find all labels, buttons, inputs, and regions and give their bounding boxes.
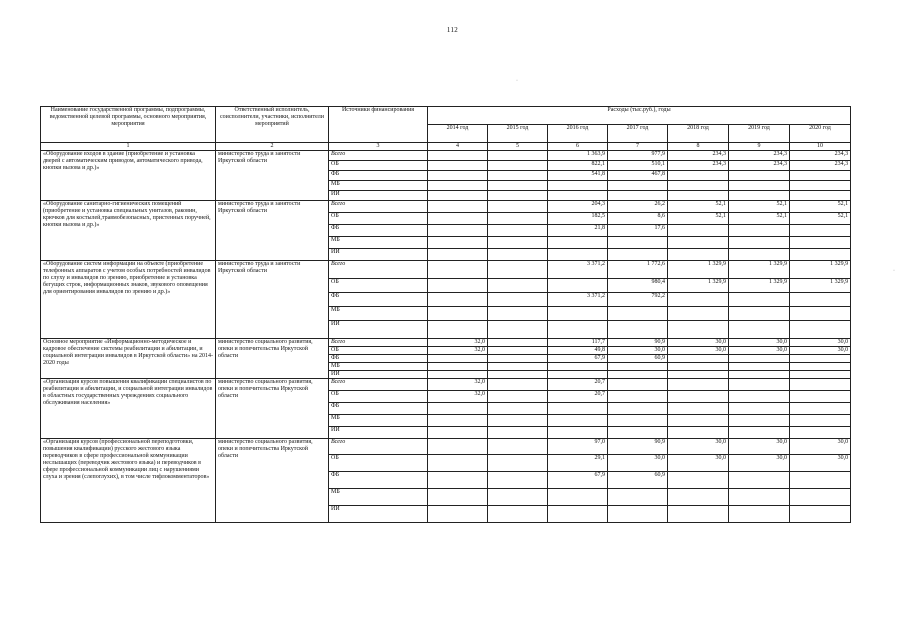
amount-cell <box>488 472 548 489</box>
amount-cell <box>790 489 851 506</box>
amount-cell <box>488 279 548 293</box>
amount-cell <box>548 427 608 439</box>
column-number: 6 <box>548 143 608 151</box>
amount-cell <box>668 321 729 339</box>
amount-cell <box>488 427 548 439</box>
amount-cell <box>608 237 668 249</box>
amount-cell <box>428 151 488 161</box>
amount-cell: 30,0 <box>729 347 790 355</box>
amount-cell <box>790 321 851 339</box>
amount-cell <box>790 355 851 363</box>
amount-cell: 67,9 <box>548 472 608 489</box>
financing-table <box>40 106 851 523</box>
amount-cell <box>488 191 548 201</box>
amount-cell: 30,0 <box>790 339 851 347</box>
funding-source: ИИ <box>329 427 428 439</box>
header-expenses: Расходы (тыс.руб.), годы <box>428 107 851 125</box>
amount-cell: 32,0 <box>428 347 488 355</box>
amount-cell <box>608 181 668 191</box>
funding-source: МБ <box>329 181 428 191</box>
amount-cell <box>488 307 548 321</box>
amount-cell: 60,9 <box>608 472 668 489</box>
amount-cell <box>790 379 851 391</box>
amount-cell <box>790 371 851 379</box>
amount-cell: 30,0 <box>608 455 668 472</box>
funding-source: ИИ <box>329 191 428 201</box>
amount-cell <box>428 293 488 307</box>
header-year: 2015 год <box>488 125 548 143</box>
amount-cell <box>608 427 668 439</box>
amount-cell <box>488 321 548 339</box>
amount-cell: 234,3 <box>790 161 851 171</box>
amount-cell <box>548 307 608 321</box>
amount-cell <box>790 191 851 201</box>
amount-cell <box>488 213 548 225</box>
amount-cell <box>548 363 608 371</box>
amount-cell: 30,0 <box>668 439 729 455</box>
amount-cell <box>608 191 668 201</box>
amount-cell: 117,7 <box>548 339 608 347</box>
amount-cell <box>488 161 548 171</box>
funding-source: МБ <box>329 489 428 506</box>
amount-cell <box>488 237 548 249</box>
amount-cell: 234,3 <box>729 161 790 171</box>
amount-cell <box>548 321 608 339</box>
amount-cell: 1 329,9 <box>790 279 851 293</box>
amount-cell: 467,8 <box>608 171 668 181</box>
funding-source: ОБ <box>329 347 428 355</box>
amount-cell: 234,3 <box>729 151 790 161</box>
funding-source: ИИ <box>329 321 428 339</box>
responsible-executor: министерство социального развития, опеки и попечительства Иркутской области <box>216 339 329 379</box>
amount-cell <box>428 355 488 363</box>
header-funding-source: Источники финансирования <box>329 107 428 143</box>
amount-cell <box>488 506 548 523</box>
amount-cell <box>548 403 608 415</box>
amount-cell <box>729 363 790 371</box>
amount-cell <box>608 249 668 261</box>
funding-source: ФБ <box>329 403 428 415</box>
amount-cell <box>608 307 668 321</box>
amount-cell: 30,0 <box>668 347 729 355</box>
header-responsible: Ответственный исполнитель, соисполнители, участники, исполнители мероприятий <box>216 107 329 143</box>
amount-cell <box>428 161 488 171</box>
amount-cell <box>790 181 851 191</box>
funding-source: ФБ <box>329 472 428 489</box>
funding-source: ИИ <box>329 371 428 379</box>
amount-cell <box>548 191 608 201</box>
amount-cell <box>790 171 851 181</box>
amount-cell: 52,1 <box>668 213 729 225</box>
amount-cell: 20,7 <box>548 391 608 403</box>
amount-cell <box>729 225 790 237</box>
amount-cell: 234,3 <box>668 161 729 171</box>
amount-cell: 182,5 <box>548 213 608 225</box>
amount-cell <box>428 261 488 279</box>
amount-cell <box>729 321 790 339</box>
amount-cell: 30,0 <box>790 439 851 455</box>
amount-cell: 1 329,9 <box>729 279 790 293</box>
amount-cell <box>729 249 790 261</box>
funding-source: Всего <box>329 201 428 213</box>
funding-source: МБ <box>329 307 428 321</box>
funding-source: ОБ <box>329 391 428 403</box>
amount-cell: 67,9 <box>548 355 608 363</box>
amount-cell <box>608 489 668 506</box>
column-number: 9 <box>729 143 790 151</box>
amount-cell <box>428 363 488 371</box>
amount-cell: 1 363,9 <box>548 151 608 161</box>
column-number: 10 <box>790 143 851 151</box>
amount-cell <box>668 472 729 489</box>
amount-cell <box>488 371 548 379</box>
amount-cell <box>608 379 668 391</box>
header-year: 2017 год <box>608 125 668 143</box>
funding-source: ОБ <box>329 161 428 171</box>
funding-source: ФБ <box>329 171 428 181</box>
funding-source: ИИ <box>329 506 428 523</box>
amount-cell <box>668 237 729 249</box>
table-row <box>41 151 851 161</box>
responsible-executor: министерство социального развития, опеки и попечительства Иркутской области <box>216 379 329 439</box>
header-program-name: Наименование государственной программы, подпрограммы, ведомственной целевой программы, основного мероприятия, мероприятия <box>41 107 216 143</box>
column-number: 4 <box>428 143 488 151</box>
amount-cell <box>790 391 851 403</box>
amount-cell <box>729 355 790 363</box>
measure-name: «Организация курсов повышения квалификации специалистов по реабилитации и абилитации, и социальной интеграции инвалидов в областных государственных учреждениях социального обслуживания населения» <box>41 379 216 439</box>
amount-cell: 60,9 <box>608 355 668 363</box>
amount-cell <box>488 489 548 506</box>
amount-cell <box>428 489 488 506</box>
amount-cell <box>608 403 668 415</box>
amount-cell: 1 329,9 <box>668 279 729 293</box>
amount-cell <box>428 307 488 321</box>
amount-cell <box>428 181 488 191</box>
scan-speck: · <box>516 78 518 84</box>
column-number: 1 <box>41 143 216 151</box>
amount-cell <box>729 307 790 321</box>
amount-cell <box>488 201 548 213</box>
amount-cell <box>548 371 608 379</box>
header-year: 2016 год <box>548 125 608 143</box>
amount-cell <box>729 379 790 391</box>
amount-cell <box>488 261 548 279</box>
amount-cell <box>668 403 729 415</box>
amount-cell: 52,1 <box>729 201 790 213</box>
amount-cell <box>488 225 548 237</box>
amount-cell <box>668 371 729 379</box>
amount-cell: 3 371,2 <box>548 293 608 307</box>
amount-cell <box>488 363 548 371</box>
amount-cell: 1 329,9 <box>668 261 729 279</box>
amount-cell <box>428 225 488 237</box>
amount-cell <box>790 403 851 415</box>
page-number: 112 <box>446 26 459 34</box>
amount-cell: 17,6 <box>608 225 668 237</box>
amount-cell <box>488 403 548 415</box>
scan-speck: · <box>893 268 895 274</box>
amount-cell <box>790 249 851 261</box>
amount-cell <box>668 355 729 363</box>
amount-cell <box>668 415 729 427</box>
amount-cell <box>608 506 668 523</box>
amount-cell: 822,1 <box>548 161 608 171</box>
funding-source: ОБ <box>329 213 428 225</box>
amount-cell <box>548 237 608 249</box>
amount-cell: 30,0 <box>668 339 729 347</box>
table-row <box>41 379 851 391</box>
table-row <box>41 339 851 347</box>
amount-cell <box>668 181 729 191</box>
responsible-executor: министерство социального развития, опеки и попечительства Иркутской области <box>216 439 329 523</box>
amount-cell: 49,8 <box>548 347 608 355</box>
measure-name: «Организация курсов (профессиональной переподготовки, повышения квалификации) русского жестового языка переводчиков в сфере профессиональной коммуникации неслышащих (переводчик жестового языка) и переводчиков в сфере профессиональной коммуникации лиц с нарушениями слуха и зрения (слепоглухих), в том числе тифлокомментаторов» <box>41 439 216 523</box>
amount-cell: 1 329,9 <box>729 261 790 279</box>
funding-source: Всего <box>329 439 428 455</box>
amount-cell <box>729 427 790 439</box>
amount-cell <box>668 249 729 261</box>
funding-source: МБ <box>329 363 428 371</box>
amount-cell <box>729 293 790 307</box>
amount-cell <box>668 363 729 371</box>
amount-cell: 20,7 <box>548 379 608 391</box>
table-row <box>41 439 851 455</box>
amount-cell: 30,0 <box>729 455 790 472</box>
amount-cell: 52,1 <box>790 201 851 213</box>
funding-source: ФБ <box>329 355 428 363</box>
table-row <box>41 261 851 279</box>
amount-cell <box>428 249 488 261</box>
amount-cell: 1 329,9 <box>790 261 851 279</box>
amount-cell: 90,9 <box>608 439 668 455</box>
amount-cell <box>790 415 851 427</box>
amount-cell: 52,1 <box>668 201 729 213</box>
amount-cell <box>790 225 851 237</box>
header-year: 2018 год <box>668 125 729 143</box>
amount-cell: 234,3 <box>668 151 729 161</box>
amount-cell <box>488 347 548 355</box>
amount-cell <box>428 403 488 415</box>
column-number: 3 <box>329 143 428 151</box>
amount-cell: 510,1 <box>608 161 668 171</box>
amount-cell <box>488 379 548 391</box>
column-number: 5 <box>488 143 548 151</box>
amount-cell <box>668 225 729 237</box>
responsible-executor: министерство труда и занятости Иркутской области <box>216 201 329 261</box>
amount-cell: 204,3 <box>548 201 608 213</box>
amount-cell <box>428 506 488 523</box>
amount-cell <box>488 391 548 403</box>
amount-cell <box>488 355 548 363</box>
amount-cell: 32,0 <box>428 339 488 347</box>
amount-cell: 97,0 <box>548 439 608 455</box>
amount-cell <box>608 321 668 339</box>
amount-cell <box>729 489 790 506</box>
measure-name: «Оборудование входов в здание (приобретение и установка дверей с автоматическим приводом, автоматического привода, кнопки вызова и др.)» <box>41 151 216 201</box>
amount-cell <box>729 415 790 427</box>
column-number: 7 <box>608 143 668 151</box>
amount-cell <box>488 439 548 455</box>
funding-source: ФБ <box>329 225 428 237</box>
amount-cell: 980,4 <box>608 279 668 293</box>
amount-cell <box>729 181 790 191</box>
funding-source: МБ <box>329 415 428 427</box>
amount-cell <box>729 472 790 489</box>
amount-cell <box>790 307 851 321</box>
amount-cell <box>488 455 548 472</box>
amount-cell: 977,9 <box>608 151 668 161</box>
amount-cell <box>428 455 488 472</box>
amount-cell <box>790 506 851 523</box>
amount-cell: 30,0 <box>608 347 668 355</box>
amount-cell: 1 772,6 <box>608 261 668 279</box>
amount-cell: 32,0 <box>428 379 488 391</box>
amount-cell <box>608 391 668 403</box>
amount-cell <box>668 293 729 307</box>
amount-cell: 8,6 <box>608 213 668 225</box>
measure-name: «Оборудование санитарно-гигиенических помещений (приобретение и установка специальных унитазов, раковин, крючков для костылей,травмобезопасных, пристенных поручней, кнопки вызова и др.)» <box>41 201 216 261</box>
amount-cell <box>488 181 548 191</box>
amount-cell: 234,3 <box>790 151 851 161</box>
funding-source: Всего <box>329 261 428 279</box>
amount-cell: 30,0 <box>790 455 851 472</box>
amount-cell <box>790 427 851 439</box>
amount-cell <box>729 403 790 415</box>
table-row <box>41 201 851 213</box>
amount-cell <box>790 237 851 249</box>
amount-cell <box>428 472 488 489</box>
amount-cell <box>729 506 790 523</box>
amount-cell <box>428 237 488 249</box>
header-year: 2014 год <box>428 125 488 143</box>
amount-cell: 32,0 <box>428 391 488 403</box>
amount-cell <box>548 249 608 261</box>
amount-cell <box>488 415 548 427</box>
responsible-executor: министерство труда и занятости Иркутской области <box>216 261 329 339</box>
amount-cell <box>729 171 790 181</box>
amount-cell <box>548 279 608 293</box>
amount-cell <box>548 415 608 427</box>
amount-cell: 26,2 <box>608 201 668 213</box>
amount-cell <box>608 371 668 379</box>
amount-cell <box>488 249 548 261</box>
amount-cell <box>729 371 790 379</box>
amount-cell: 30,0 <box>729 339 790 347</box>
amount-cell <box>428 427 488 439</box>
amount-cell <box>668 489 729 506</box>
amount-cell <box>428 415 488 427</box>
measure-name: «Оборудование систем информации на объекте (приобретение телефонных аппаратов с учетом особых потребностей инвалидов по слуху и инвалидов по зрению, приобретение и установка бегущих строк, информационных знаков, звукового оповещения для ориентирования инвалидов по зрению и др.)» <box>41 261 216 339</box>
column-number: 2 <box>216 143 329 151</box>
amount-cell <box>668 171 729 181</box>
amount-cell <box>488 151 548 161</box>
amount-cell: 541,8 <box>548 171 608 181</box>
amount-cell <box>608 415 668 427</box>
amount-cell <box>668 379 729 391</box>
amount-cell: 29,1 <box>548 455 608 472</box>
amount-cell <box>428 321 488 339</box>
amount-cell <box>428 439 488 455</box>
amount-cell: 21,8 <box>548 225 608 237</box>
amount-cell <box>548 489 608 506</box>
amount-cell <box>428 371 488 379</box>
amount-cell <box>548 506 608 523</box>
amount-cell <box>668 191 729 201</box>
amount-cell <box>428 279 488 293</box>
funding-source: Всего <box>329 339 428 347</box>
amount-cell: 90,9 <box>608 339 668 347</box>
amount-cell <box>488 293 548 307</box>
amount-cell <box>790 293 851 307</box>
table-header <box>41 107 851 151</box>
amount-cell: 30,0 <box>790 347 851 355</box>
header-year: 2019 год <box>729 125 790 143</box>
funding-source: ОБ <box>329 279 428 293</box>
amount-cell <box>428 171 488 181</box>
amount-cell <box>488 339 548 347</box>
amount-cell: 30,0 <box>729 439 790 455</box>
amount-cell <box>729 391 790 403</box>
amount-cell <box>488 171 548 181</box>
header-year: 2020 год <box>790 125 851 143</box>
funding-source: МБ <box>329 237 428 249</box>
column-number: 8 <box>668 143 729 151</box>
amount-cell <box>790 363 851 371</box>
funding-source: Всего <box>329 379 428 391</box>
amount-cell: 3 371,2 <box>548 261 608 279</box>
funding-source: ИИ <box>329 249 428 261</box>
funding-source: Всего <box>329 151 428 161</box>
amount-cell <box>428 213 488 225</box>
amount-cell <box>729 191 790 201</box>
amount-cell <box>668 427 729 439</box>
amount-cell <box>608 363 668 371</box>
amount-cell <box>548 181 608 191</box>
table-body <box>41 151 851 523</box>
amount-cell <box>428 201 488 213</box>
amount-cell <box>668 391 729 403</box>
measure-name: Основное мероприятие «Информационно-методическое и кадровое обеспечение системы реабилитации и абилитации, и социальной интеграции инвалидов в Иркутской области» на 2014-2020 годы <box>41 339 216 379</box>
amount-cell <box>729 237 790 249</box>
amount-cell: 30,0 <box>668 455 729 472</box>
amount-cell <box>428 191 488 201</box>
amount-cell: 52,1 <box>729 213 790 225</box>
funding-source: ОБ <box>329 455 428 472</box>
amount-cell: 52,1 <box>790 213 851 225</box>
responsible-executor: министерство труда и занятости Иркутской области <box>216 151 329 201</box>
amount-cell: 792,2 <box>608 293 668 307</box>
amount-cell <box>668 506 729 523</box>
amount-cell <box>668 307 729 321</box>
amount-cell <box>790 472 851 489</box>
funding-source: ФБ <box>329 293 428 307</box>
